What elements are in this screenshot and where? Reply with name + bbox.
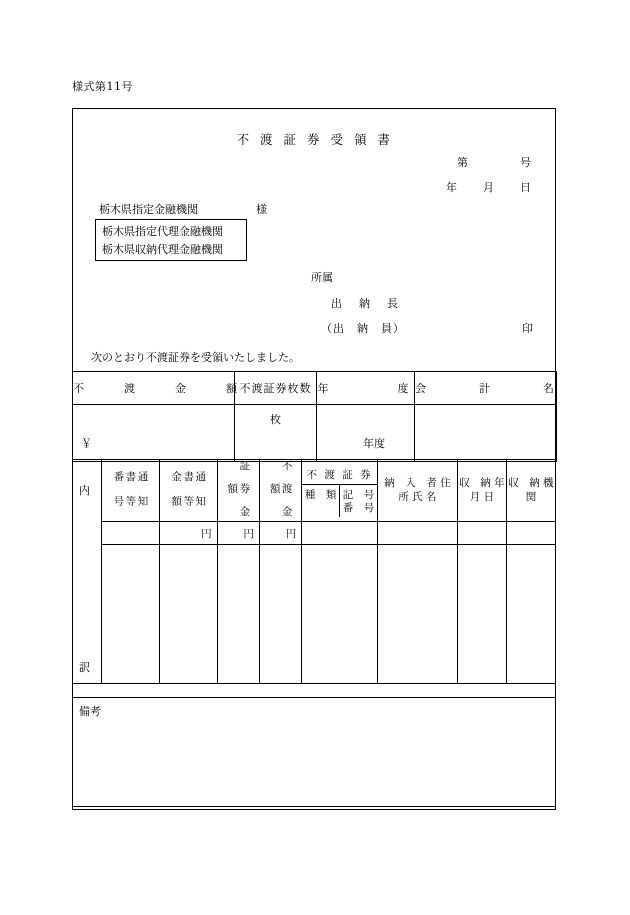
table-row [73, 460, 556, 522]
breakdown-row-label [73, 460, 102, 684]
header-security-type: 種 類 [302, 485, 340, 517]
table-row [73, 522, 556, 545]
header-dishonored-security: 不 渡 証 券 種 類 記 号 番 号 [302, 460, 378, 522]
document-number-line [457, 154, 531, 170]
treasurer-label: 出 納 長 [331, 297, 401, 310]
summary-table [72, 371, 557, 462]
header-notice-number: 通 知 書 等 番 号 [101, 460, 159, 522]
cell-account-name[interactable] [415, 405, 557, 462]
addressee-alt-1: 栃木県指定代理金融機関 [102, 225, 223, 238]
unit-receipt-institution [506, 522, 555, 545]
header-security-amount: 証 券 金 額 [217, 460, 259, 522]
table-row [73, 698, 556, 807]
cell-notice-number[interactable] [101, 545, 159, 684]
cell-security-amount[interactable] [217, 545, 259, 684]
unit-receipt-date [458, 522, 507, 545]
date-month-label: 月 [483, 181, 494, 194]
affiliation-label: 所属 [311, 271, 333, 284]
header-security-symbol-number: 記 号 番 号 [342, 488, 375, 514]
header-dishonored-amount: 不 渡 金 額 [259, 460, 301, 522]
breakdown-label-top: 内 [79, 484, 90, 497]
cell-receipt-date[interactable] [458, 545, 507, 684]
header-notice-amount: 通 知 書 等 金 額 [159, 460, 217, 522]
treasurer-alt-label: （出 納 員） [321, 322, 405, 335]
page-title: 不 渡 証 券 受 領 書 [236, 132, 394, 147]
remarks-table [72, 697, 556, 807]
cell-fiscal-year[interactable] [317, 405, 415, 462]
addressee-line [99, 201, 267, 217]
unit-notice-number [101, 522, 159, 545]
unit-payer [377, 522, 457, 545]
unit-security-amount: 円 [217, 522, 259, 545]
form-number: 様式第11号 [72, 80, 133, 93]
date-day-label: 日 [520, 181, 531, 194]
cell-sheet-count[interactable] [235, 405, 317, 462]
addressee-alternatives-box [95, 219, 247, 261]
header-receipt-date: 収 納 年 月 日 [458, 460, 507, 522]
header-amount: 不 渡 金 額 [73, 372, 235, 405]
unit-dishonored-amount: 円 [259, 522, 301, 545]
form-frame [72, 108, 565, 810]
cell-amount[interactable] [73, 405, 235, 462]
header-account-name: 会 計 名 [415, 372, 557, 405]
sheet-unit-label: 枚 [270, 413, 281, 426]
fiscal-year-unit-label: 年度 [363, 437, 385, 450]
header-payer-address-name: 納 入 者 住 所 氏 名 [377, 460, 457, 522]
unit-notice-amount: 円 [159, 522, 217, 545]
addressee-alt-2: 栃木県収納代理金融機関 [102, 243, 223, 256]
header-fiscal-year: 年 度 [317, 372, 415, 405]
table-row [73, 405, 557, 462]
document-date-line [446, 179, 531, 195]
breakdown-table [72, 459, 565, 684]
yen-symbol: ￥ [81, 437, 92, 450]
cell-payer-address-name[interactable] [377, 545, 457, 684]
unit-security-type [302, 522, 378, 545]
header-receipt-institution: 収 納 機 関 [506, 460, 555, 522]
seal-label: 印 [522, 322, 533, 335]
cell-dishonored-amount[interactable] [259, 545, 301, 684]
addressee-name: 栃木県指定金融機関 [99, 203, 198, 216]
header-sheet-count: 不渡証券枚数 [235, 372, 317, 405]
document-number-unit: 号 [520, 156, 531, 169]
cell-receipt-institution[interactable] [506, 545, 555, 684]
remarks-label: 備考 [79, 705, 101, 718]
table-row [73, 372, 557, 405]
cell-remarks[interactable] [73, 698, 556, 807]
cell-dishonored-security[interactable] [302, 545, 378, 684]
cell-notice-amount[interactable] [159, 545, 217, 684]
table-row [73, 545, 556, 684]
document-number-label: 第 [457, 156, 468, 169]
breakdown-label-bottom: 訳 [79, 661, 90, 674]
statement-text: 次のとおり不渡証券を受領いたしました。 [91, 351, 300, 364]
addressee-honorific: 様 [256, 203, 267, 216]
date-year-label: 年 [446, 181, 457, 194]
